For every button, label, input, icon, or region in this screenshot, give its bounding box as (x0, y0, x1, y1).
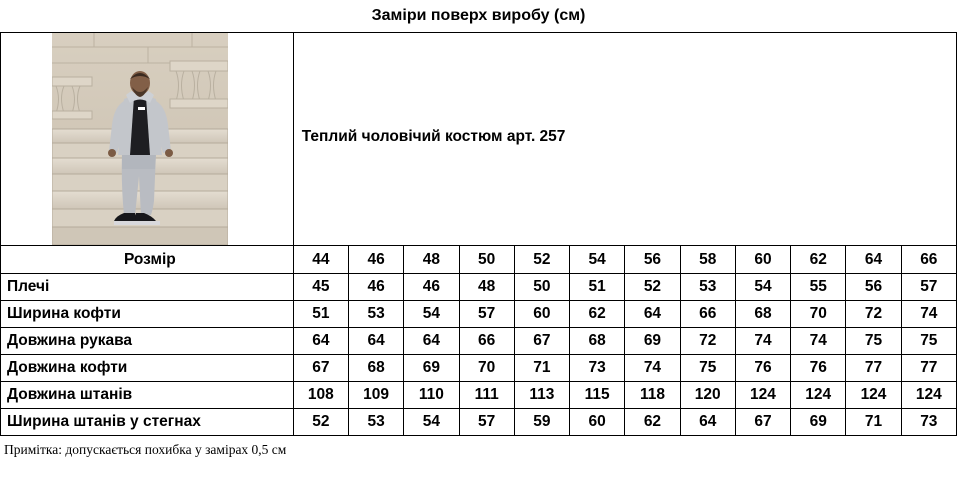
cell-value: 70 (459, 355, 514, 382)
cell-value: 54 (735, 274, 790, 301)
cell-value: 72 (846, 301, 901, 328)
table-row (1, 328, 957, 355)
cell-value: 75 (846, 328, 901, 355)
cell-value: 68 (735, 301, 790, 328)
header-size-label: Розмір (1, 246, 294, 274)
header-size-48: 48 (404, 246, 459, 274)
header-size-50: 50 (459, 246, 514, 274)
cell-value: 64 (680, 409, 735, 436)
cell-value: 69 (404, 355, 459, 382)
cell-value: 57 (459, 409, 514, 436)
cell-value: 67 (514, 328, 569, 355)
cell-value: 53 (348, 409, 403, 436)
cell-value: 68 (570, 328, 625, 355)
cell-value: 111 (459, 382, 514, 409)
cell-value: 124 (735, 382, 790, 409)
cell-value: 68 (348, 355, 403, 382)
cell-value: 57 (901, 274, 956, 301)
cell-value: 66 (680, 301, 735, 328)
cell-value: 74 (735, 328, 790, 355)
cell-value: 60 (514, 301, 569, 328)
cell-value: 71 (846, 409, 901, 436)
cell-value: 124 (901, 382, 956, 409)
cell-value: 70 (791, 301, 846, 328)
row-label: Ширина кофти (1, 301, 294, 328)
cell-value: 45 (293, 274, 348, 301)
cell-value: 74 (901, 301, 956, 328)
cell-value: 73 (901, 409, 956, 436)
row-label: Довжина штанів (1, 382, 294, 409)
cell-value: 108 (293, 382, 348, 409)
cell-value: 124 (846, 382, 901, 409)
row-label: Довжина рукава (1, 328, 294, 355)
product-photo-cell (1, 33, 294, 246)
cell-value: 57 (459, 301, 514, 328)
cell-value: 67 (293, 355, 348, 382)
header-size-56: 56 (625, 246, 680, 274)
cell-value: 77 (901, 355, 956, 382)
cell-value: 69 (791, 409, 846, 436)
product-name-cell (293, 33, 956, 246)
table-row (1, 301, 957, 328)
cell-value: 55 (791, 274, 846, 301)
cell-value: 124 (791, 382, 846, 409)
header-size-64: 64 (846, 246, 901, 274)
cell-value: 76 (735, 355, 790, 382)
row-label: Ширина штанів у стегнах (1, 409, 294, 436)
cell-value: 76 (791, 355, 846, 382)
cell-value: 110 (404, 382, 459, 409)
cell-value: 54 (404, 409, 459, 436)
header-size-46: 46 (348, 246, 403, 274)
photo-row (1, 33, 957, 246)
header-size-60: 60 (735, 246, 790, 274)
cell-value: 77 (846, 355, 901, 382)
table-row (1, 274, 957, 301)
cell-value: 69 (625, 328, 680, 355)
cell-value: 62 (570, 301, 625, 328)
cell-value: 46 (348, 274, 403, 301)
header-size-66: 66 (901, 246, 956, 274)
cell-value: 54 (404, 301, 459, 328)
cell-value: 51 (570, 274, 625, 301)
table-row (1, 409, 957, 436)
cell-value: 115 (570, 382, 625, 409)
cell-value: 50 (514, 274, 569, 301)
cell-value: 66 (459, 328, 514, 355)
row-label: Плечі (1, 274, 294, 301)
cell-value: 73 (570, 355, 625, 382)
cell-value: 64 (348, 328, 403, 355)
cell-value: 48 (459, 274, 514, 301)
header-size-44: 44 (293, 246, 348, 274)
cell-value: 60 (570, 409, 625, 436)
header-size-54: 54 (570, 246, 625, 274)
chart-title (0, 0, 957, 32)
cell-value: 52 (625, 274, 680, 301)
table-header-row (1, 246, 957, 274)
row-label: Довжина кофти (1, 355, 294, 382)
cell-value: 59 (514, 409, 569, 436)
footnote: Примітка: допускається похибка у замірах 0,5 см (4, 442, 287, 457)
measurements-table (0, 32, 957, 436)
product-name: Теплий чоловічий костюм арт. 257 (301, 128, 566, 145)
cell-value: 113 (514, 382, 569, 409)
cell-value: 71 (514, 355, 569, 382)
product-photo-illustration (52, 33, 228, 245)
cell-value: 74 (625, 355, 680, 382)
header-size-62: 62 (791, 246, 846, 274)
cell-value: 46 (404, 274, 459, 301)
cell-value: 75 (680, 355, 735, 382)
cell-value: 109 (348, 382, 403, 409)
header-size-58: 58 (680, 246, 735, 274)
cell-value: 67 (735, 409, 790, 436)
cell-value: 120 (680, 382, 735, 409)
cell-value: 64 (404, 328, 459, 355)
cell-value: 56 (846, 274, 901, 301)
cell-value: 53 (680, 274, 735, 301)
cell-value: 118 (625, 382, 680, 409)
table-row (1, 355, 957, 382)
cell-value: 64 (625, 301, 680, 328)
cell-value: 64 (293, 328, 348, 355)
cell-value: 62 (625, 409, 680, 436)
header-size-52: 52 (514, 246, 569, 274)
cell-value: 52 (293, 409, 348, 436)
cell-value: 74 (791, 328, 846, 355)
chart-title-text: Заміри поверх виробу (см) (371, 7, 586, 24)
product-photo (1, 33, 278, 245)
cell-value: 72 (680, 328, 735, 355)
cell-value: 51 (293, 301, 348, 328)
table-row (1, 382, 957, 409)
cell-value: 75 (901, 328, 956, 355)
cell-value: 53 (348, 301, 403, 328)
